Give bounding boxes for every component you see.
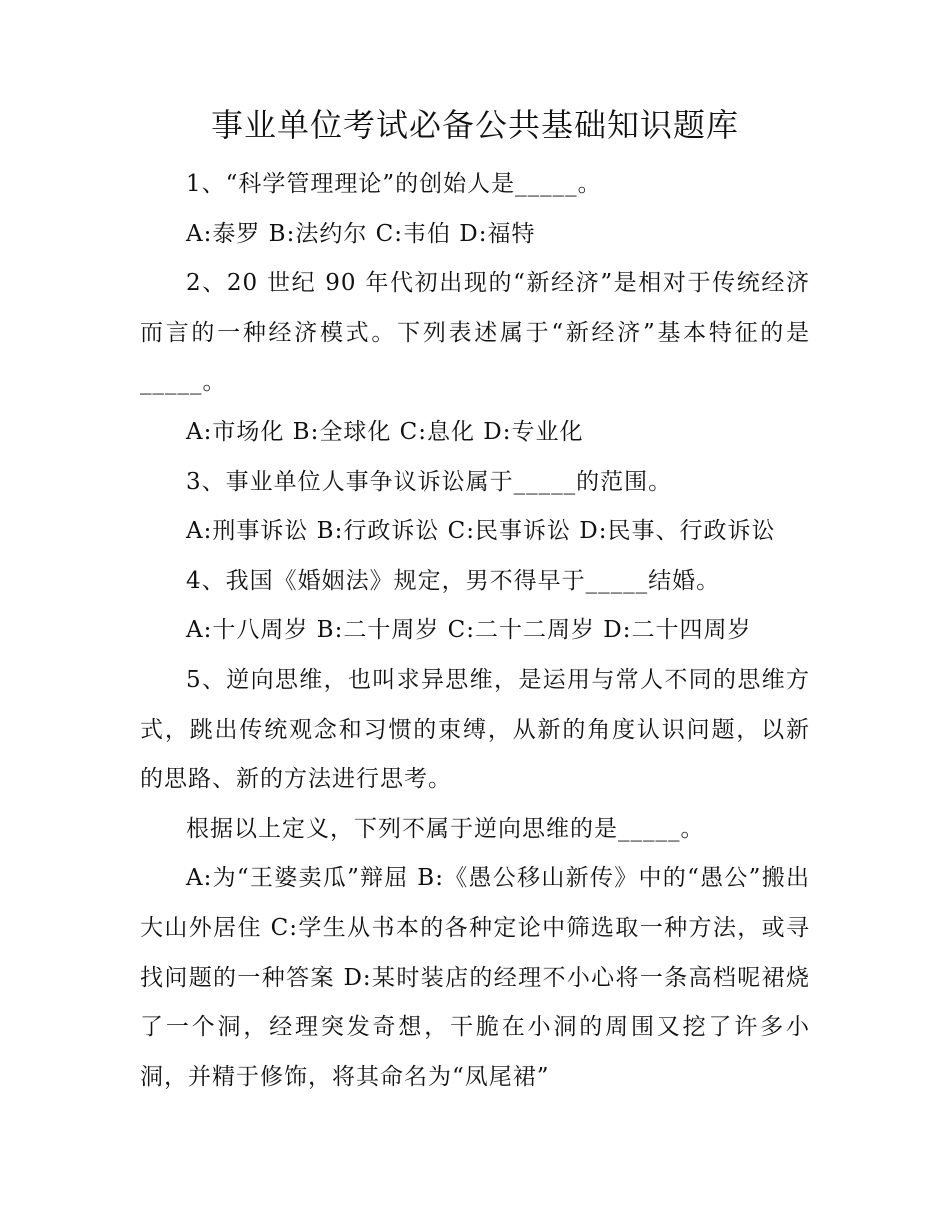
question-3: 3、事业单位人事争议诉讼属于_____的范围。 — [186, 468, 673, 495]
document-title: 事业单位考试必备公共基础知识题库 — [210, 106, 739, 144]
question-2-options: A:市场化 B:全球化 C:息化 D:专业化 — [186, 418, 584, 445]
question-1: 1、“科学管理理论”的创始人是_____。 — [186, 171, 602, 197]
question-5-prompt: 根据以上定义，下列不属于逆向思维的是_____。 — [186, 815, 705, 842]
question-5-options: A:为“王婆卖瓜”辩屈 B:《愚公移山新传》中的“愚公”搬出大山外居住 C:学生从书本的各种定论中筛选取一种方法，或寻找问题的一种答案 D:某时装店的经理不小心将一条高档呢裙烧了一个洞，经理突发奇想，干脆在小洞的周围又挖了许多小洞，并精于修饰，将其命名为“凤尾裙” — [140, 865, 810, 1090]
question-4: 4、我国《婚姻法》规定，男不得早于_____结婚。 — [186, 567, 721, 594]
document-body — [140, 160, 810, 1102]
question-5: 5、逆向思维，也叫求异思维，是运用与常人不同的思维方式，跳出传统观念和习惯的束缚，从新的角度认识问题，以新的思路、新的方法进行思考。 — [140, 666, 810, 793]
question-4-options: A:十八周岁 B:二十周岁 C:二十二周岁 D:二十四周岁 — [186, 617, 752, 644]
question-2: 2、20 世纪 90 年代初出现的“新经济”是相对于传统经济而言的一种经济模式。下列表述属于“新经济”基本特征的是_____。 — [140, 270, 810, 396]
question-1-options: A:泰罗 B:法约尔 C:韦伯 D:福特 — [186, 220, 536, 247]
question-3-options: A:刑事诉讼 B:行政诉讼 C:民事诉讼 D:民事、行政诉讼 — [186, 518, 776, 545]
